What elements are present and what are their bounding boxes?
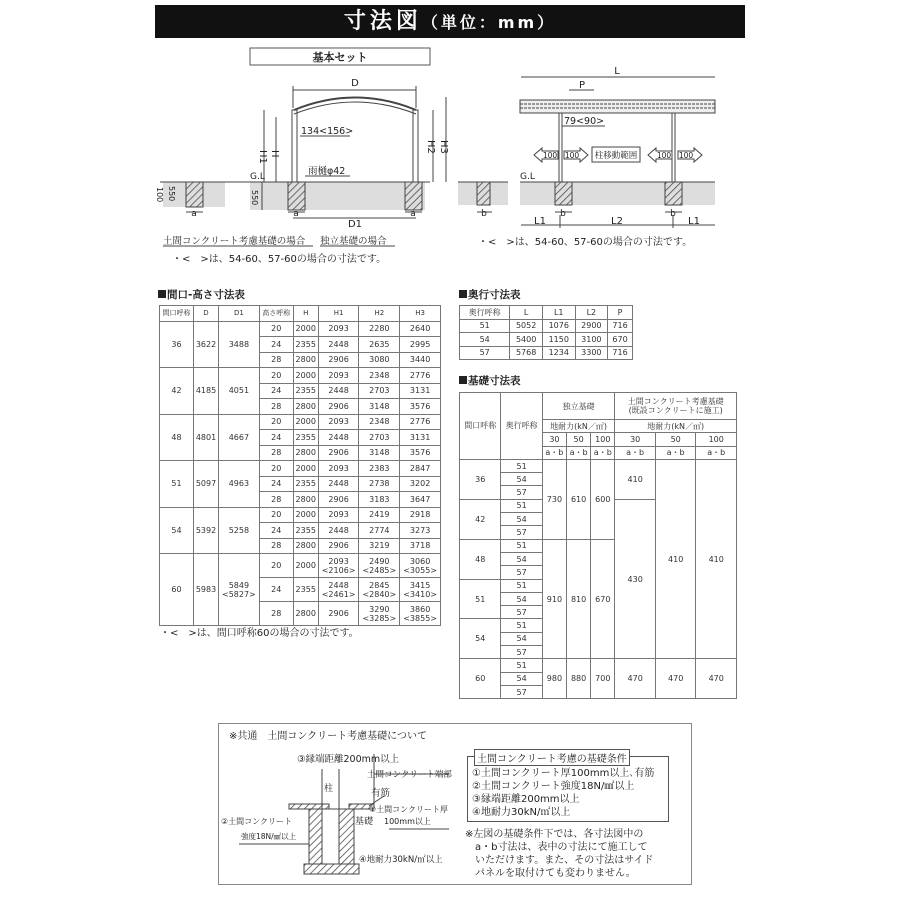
depth-code-cell: 54 bbox=[501, 632, 542, 645]
value-cell: 24 bbox=[259, 578, 293, 602]
depth-code-cell: 54 bbox=[501, 552, 542, 565]
value-cell: 57 bbox=[460, 346, 510, 360]
value-cell: 716 bbox=[608, 319, 633, 333]
value-cell: 2635 bbox=[359, 337, 400, 353]
table-row bbox=[460, 346, 633, 360]
value-cell: 3300 bbox=[575, 346, 608, 360]
value-cell: 51 bbox=[460, 319, 510, 333]
value-cell: 2093 bbox=[318, 507, 359, 523]
condition-item: ③縁端距離200mm以上 bbox=[472, 794, 580, 805]
value-cell: 810 bbox=[567, 539, 591, 659]
D1-cell: 5258 bbox=[219, 507, 260, 554]
bottom-heading: ※共通 土間コンクリート考慮基礎について bbox=[229, 731, 427, 742]
table-row bbox=[160, 554, 441, 578]
column-header: L2 bbox=[575, 306, 608, 320]
column-header-concrete: 土間コンクリート考慮基礎 (既設コンクリートに施工) bbox=[615, 393, 737, 420]
depth-code-cell: 51 bbox=[501, 499, 542, 512]
width-code-cell: 54 bbox=[460, 619, 501, 659]
value-cell: 2918 bbox=[400, 507, 441, 523]
depth-code-cell: 51 bbox=[501, 619, 542, 632]
table-row bbox=[160, 321, 441, 337]
value-cell: 3219 bbox=[359, 538, 400, 554]
dim-L1: L1 bbox=[534, 216, 546, 227]
value-cell: 5768 bbox=[510, 346, 543, 360]
value-cell: 1150 bbox=[542, 333, 575, 347]
value-cell: 3576 bbox=[400, 399, 441, 415]
D-cell: 5097 bbox=[193, 461, 218, 508]
value-cell: 670 bbox=[591, 539, 615, 659]
value-cell: 410 bbox=[696, 459, 737, 658]
value-cell: 2776 bbox=[400, 414, 441, 430]
table-row bbox=[160, 368, 441, 384]
ab-header: a・b bbox=[696, 446, 737, 459]
value-cell: 20 bbox=[259, 461, 293, 477]
depth-code-cell: 57 bbox=[501, 566, 542, 579]
value-cell: 600 bbox=[591, 459, 615, 539]
depth-code-cell: 57 bbox=[501, 646, 542, 659]
column-header: D1 bbox=[219, 306, 260, 322]
depth-code-cell: 51 bbox=[501, 539, 542, 552]
value-cell: 28 bbox=[259, 399, 293, 415]
value-cell: 2383 bbox=[359, 461, 400, 477]
caption-independent: 独立基礎の場合 bbox=[320, 236, 387, 247]
value-cell: 2355 bbox=[293, 523, 318, 539]
load-header: 50 bbox=[655, 433, 696, 446]
gl-label: G.L bbox=[250, 172, 265, 182]
dim-D1: D1 bbox=[347, 219, 363, 230]
slab-end-label: 土間コンクリート端部 bbox=[367, 770, 452, 780]
table-row bbox=[460, 333, 633, 347]
value-cell: 2774 bbox=[359, 523, 400, 539]
value-cell: 54 bbox=[460, 333, 510, 347]
D1-cell: 3488 bbox=[219, 321, 260, 368]
column-header: L bbox=[510, 306, 543, 320]
basic-set-label: 基本セット bbox=[312, 51, 368, 64]
value-cell: 430 bbox=[615, 499, 656, 659]
width-code-cell: 42 bbox=[160, 368, 194, 415]
table-row bbox=[160, 461, 441, 477]
condition-item: ②土間コンクリート強度18N/㎟以上 bbox=[472, 781, 635, 792]
value-cell: 2845 <2840> bbox=[359, 578, 400, 602]
value-cell: 2800 bbox=[293, 352, 318, 368]
bearing-label: ④地耐力30kN/㎡以上 bbox=[359, 855, 443, 865]
value-cell: 2906 bbox=[318, 352, 359, 368]
value-cell: 2000 bbox=[293, 414, 318, 430]
table-row bbox=[460, 319, 633, 333]
value-cell: 3080 bbox=[359, 352, 400, 368]
depth-table bbox=[459, 305, 633, 360]
value-cell: 3183 bbox=[359, 492, 400, 508]
value-cell: 670 bbox=[608, 333, 633, 347]
value-cell: 716 bbox=[608, 346, 633, 360]
depth-code-cell: 51 bbox=[501, 459, 542, 472]
value-cell: 20 bbox=[259, 321, 293, 337]
table-row bbox=[160, 306, 441, 322]
condition-item: ①土間コンクリート厚100mm以上､有筋 bbox=[472, 768, 655, 779]
value-cell: 5052 bbox=[510, 319, 543, 333]
value-cell: 2800 bbox=[293, 445, 318, 461]
value-cell: 2906 bbox=[318, 492, 359, 508]
conditions-list bbox=[472, 767, 654, 819]
value-cell: 2000 bbox=[293, 554, 318, 578]
D-cell: 5983 bbox=[193, 554, 218, 626]
value-cell: 20 bbox=[259, 554, 293, 578]
load-header: 30 bbox=[615, 433, 656, 446]
value-cell: 2280 bbox=[359, 321, 400, 337]
dim-H3: H3 bbox=[438, 140, 449, 154]
dim-P: P bbox=[578, 80, 586, 91]
foundation-table bbox=[459, 392, 737, 699]
table-row bbox=[460, 459, 737, 472]
value-cell: 2355 bbox=[293, 383, 318, 399]
value-cell: 2448 bbox=[318, 383, 359, 399]
value-cell: 2000 bbox=[293, 368, 318, 384]
dim-L1: L1 bbox=[688, 216, 700, 227]
width-code-cell: 54 bbox=[160, 507, 194, 554]
value-cell: 2906 bbox=[318, 602, 359, 626]
value-cell: 2355 bbox=[293, 430, 318, 446]
thickness-value: 100mm以上 bbox=[384, 817, 431, 826]
column-header: 奥行呼称 bbox=[501, 393, 542, 460]
value-cell: 2640 bbox=[400, 321, 441, 337]
value-cell: 24 bbox=[259, 337, 293, 353]
bearing-header: 地耐力(kN／㎡) bbox=[615, 420, 737, 433]
table-row bbox=[460, 659, 737, 672]
small-100: 100 bbox=[155, 187, 164, 203]
value-cell: 20 bbox=[259, 414, 293, 430]
value-cell: 2355 bbox=[293, 337, 318, 353]
depth-code-cell: 51 bbox=[501, 579, 542, 592]
small-550: 550 bbox=[167, 186, 176, 202]
depth-code-cell: 54 bbox=[501, 672, 542, 685]
value-cell: 2738 bbox=[359, 476, 400, 492]
column-header: 高さ呼称 bbox=[259, 306, 293, 322]
basic-set-diagram bbox=[160, 48, 446, 246]
value-cell: 2348 bbox=[359, 414, 400, 430]
value-cell: 410 bbox=[615, 459, 656, 499]
ab-header: a・b bbox=[542, 446, 566, 459]
value-cell: 28 bbox=[259, 538, 293, 554]
depth-code-cell: 51 bbox=[501, 659, 542, 672]
column-header: H1 bbox=[318, 306, 359, 322]
dim-H1: H1 bbox=[257, 150, 268, 164]
value-cell: 730 bbox=[542, 459, 566, 539]
load-header: 50 bbox=[567, 433, 591, 446]
column-header: H bbox=[293, 306, 318, 322]
table-row bbox=[160, 507, 441, 523]
value-cell: 1076 bbox=[542, 319, 575, 333]
value-cell: 24 bbox=[259, 523, 293, 539]
value-cell: 2800 bbox=[293, 492, 318, 508]
D1-cell: 4667 bbox=[219, 414, 260, 461]
column-header: D bbox=[193, 306, 218, 322]
D1-cell: 4051 bbox=[219, 368, 260, 415]
left-note: ・< >は、54-60、57-60の場合の寸法です。 bbox=[172, 254, 387, 265]
value-cell: 2995 bbox=[400, 337, 441, 353]
rebar-label: 有筋 bbox=[371, 788, 391, 799]
foundation-table-title: 基礎寸法表 bbox=[459, 373, 521, 388]
conditions-box bbox=[467, 756, 669, 822]
dim-L2: L2 bbox=[611, 216, 623, 227]
dim-H: H bbox=[269, 150, 280, 158]
value-cell: 2490 <2485> bbox=[359, 554, 400, 578]
pillar-label: 柱 bbox=[324, 784, 334, 794]
value-cell: 610 bbox=[567, 459, 591, 539]
value-cell: 2000 bbox=[293, 461, 318, 477]
value-cell: 3273 bbox=[400, 523, 441, 539]
depth-code-cell: 57 bbox=[501, 526, 542, 539]
value-cell: 2000 bbox=[293, 321, 318, 337]
value-cell: 3647 bbox=[400, 492, 441, 508]
width-code-cell: 48 bbox=[460, 539, 501, 579]
width-code-cell: 36 bbox=[460, 459, 501, 499]
post-range-label: 柱移動範囲 bbox=[594, 151, 638, 161]
value-cell: 3718 bbox=[400, 538, 441, 554]
value-cell: 24 bbox=[259, 430, 293, 446]
dimension-diagrams bbox=[0, 0, 900, 270]
D1-cell: 5849 <5827> bbox=[219, 554, 260, 626]
value-cell: 2776 bbox=[400, 368, 441, 384]
value-cell: 3290 <3285> bbox=[359, 602, 400, 626]
column-header: 間口呼称 bbox=[460, 393, 501, 460]
column-header-independent: 独立基礎 bbox=[542, 393, 615, 420]
value-cell: 24 bbox=[259, 476, 293, 492]
conditions-title: 土間コンクリート考慮の基礎条件 bbox=[474, 749, 630, 766]
width-code-cell: 42 bbox=[460, 499, 501, 539]
column-header: L1 bbox=[542, 306, 575, 320]
column-header: P bbox=[608, 306, 633, 320]
edge-distance: ③縁端距離200mm以上 bbox=[297, 754, 400, 765]
table-row bbox=[460, 393, 737, 420]
depth-table-title: 奥行寸法表 bbox=[459, 287, 521, 302]
ab-header: a・b bbox=[615, 446, 656, 459]
value-cell: 3131 bbox=[400, 383, 441, 399]
value-cell: 24 bbox=[259, 383, 293, 399]
value-cell: 2906 bbox=[318, 445, 359, 461]
value-cell: 28 bbox=[259, 352, 293, 368]
page-title: 寸法図 bbox=[343, 9, 422, 34]
column-header: H2 bbox=[359, 306, 400, 322]
load-header: 100 bbox=[696, 433, 737, 446]
load-header: 100 bbox=[591, 433, 615, 446]
load-header: 30 bbox=[542, 433, 566, 446]
dim-L: L bbox=[614, 66, 620, 77]
value-cell: 410 bbox=[655, 459, 696, 658]
depth-code-cell: 57 bbox=[501, 606, 542, 619]
value-cell: 3100 bbox=[575, 333, 608, 347]
value-cell: 980 bbox=[542, 659, 566, 699]
value-cell: 2355 bbox=[293, 476, 318, 492]
value-cell: 2448 <2461> bbox=[318, 578, 359, 602]
value-cell: 2448 bbox=[318, 476, 359, 492]
value-cell: 2703 bbox=[359, 383, 400, 399]
value-cell: 2448 bbox=[318, 523, 359, 539]
depth-code-cell: 54 bbox=[501, 592, 542, 605]
width-code-cell: 60 bbox=[160, 554, 194, 626]
dim-b: b bbox=[670, 209, 676, 219]
value-cell: 3440 bbox=[400, 352, 441, 368]
value-cell: 2900 bbox=[575, 319, 608, 333]
foundation-label: 基礎 bbox=[355, 817, 374, 827]
value-cell: 3576 bbox=[400, 445, 441, 461]
width-code-cell: 60 bbox=[460, 659, 501, 699]
gutter-label: 雨樋φ42 bbox=[308, 166, 346, 177]
value-cell: 28 bbox=[259, 602, 293, 626]
value-cell: 2800 bbox=[293, 399, 318, 415]
width-code-cell: 51 bbox=[160, 461, 194, 508]
dim-H2: H2 bbox=[425, 140, 436, 154]
value-cell: 880 bbox=[567, 659, 591, 699]
value-cell: 28 bbox=[259, 445, 293, 461]
value-cell: 3202 bbox=[400, 476, 441, 492]
value-cell: 3415 <3410> bbox=[400, 578, 441, 602]
ab-header: a・b bbox=[655, 446, 696, 459]
dim-D: D bbox=[351, 78, 359, 89]
unit-label: （単位：mm） bbox=[421, 13, 557, 32]
D-cell: 4801 bbox=[193, 414, 218, 461]
width-code-cell: 36 bbox=[160, 321, 194, 368]
value-cell: 3131 bbox=[400, 430, 441, 446]
value-cell: 2093 <2106> bbox=[318, 554, 359, 578]
width-height-table bbox=[159, 305, 441, 626]
D-cell: 3622 bbox=[193, 321, 218, 368]
dim-a: a bbox=[410, 209, 416, 219]
thickness-label: ①土間コンクリート厚 bbox=[369, 805, 449, 814]
dim-a: a bbox=[191, 209, 197, 219]
value-cell: 470 bbox=[696, 659, 737, 699]
value-cell: 5400 bbox=[510, 333, 543, 347]
value-cell: 2906 bbox=[318, 538, 359, 554]
arrow-100: 100 bbox=[656, 151, 672, 160]
value-cell: 470 bbox=[655, 659, 696, 699]
concrete-foundation-box bbox=[218, 723, 692, 885]
value-cell: 3148 bbox=[359, 445, 400, 461]
remark-text: ※左図の基礎条件下では、各寸法図中の a・b寸法は、表中の寸法にて施工して いただけます。また、その寸法はサイド パネルを取付けても変わりません。 bbox=[465, 829, 654, 879]
right-note: ・< >は、54-60、57-60の場合の寸法です。 bbox=[478, 237, 693, 248]
value-cell: 2093 bbox=[318, 321, 359, 337]
gutter-offset: 134<156> bbox=[301, 126, 354, 137]
strength-label: ②土間コンクリート bbox=[221, 817, 293, 826]
arrow-100: 100 bbox=[564, 151, 580, 160]
table-row bbox=[460, 306, 633, 320]
main-table-title: 間口-高さ寸法表 bbox=[158, 287, 245, 302]
width-code-cell: 51 bbox=[460, 579, 501, 619]
value-cell: 1234 bbox=[542, 346, 575, 360]
gl-label: G.L bbox=[520, 172, 535, 182]
caption-concrete: 土間コンクリート考慮基礎の場合 bbox=[163, 236, 306, 247]
dim-b: b bbox=[481, 209, 487, 219]
post-offset: 79<90> bbox=[564, 116, 605, 127]
value-cell: 2419 bbox=[359, 507, 400, 523]
value-cell: 20 bbox=[259, 368, 293, 384]
value-cell: 2906 bbox=[318, 399, 359, 415]
value-cell: 2093 bbox=[318, 368, 359, 384]
value-cell: 3860 <3855> bbox=[400, 602, 441, 626]
value-cell: 2093 bbox=[318, 461, 359, 477]
value-cell: 910 bbox=[542, 539, 566, 659]
value-cell: 3148 bbox=[359, 399, 400, 415]
depth-diagram bbox=[458, 77, 715, 228]
column-header: 間口呼称 bbox=[160, 306, 194, 322]
depth-code-cell: 57 bbox=[501, 685, 542, 698]
table-row bbox=[160, 414, 441, 430]
value-cell: 2703 bbox=[359, 430, 400, 446]
value-cell: 2847 bbox=[400, 461, 441, 477]
D-cell: 5392 bbox=[193, 507, 218, 554]
main-table-note: ・< >は、間口呼称60の場合の寸法です。 bbox=[160, 628, 359, 639]
depth-code-cell: 57 bbox=[501, 486, 542, 499]
value-cell: 2348 bbox=[359, 368, 400, 384]
value-cell: 700 bbox=[591, 659, 615, 699]
width-code-cell: 48 bbox=[160, 414, 194, 461]
depth-code-cell: 54 bbox=[501, 473, 542, 486]
column-header: H3 bbox=[400, 306, 441, 322]
value-cell: 2093 bbox=[318, 414, 359, 430]
dim-a: a bbox=[293, 209, 299, 219]
depth-550: 550 bbox=[250, 190, 259, 206]
value-cell: 2800 bbox=[293, 538, 318, 554]
bearing-header: 地耐力(kN／㎡) bbox=[542, 420, 615, 433]
ab-header: a・b bbox=[567, 446, 591, 459]
value-cell: 28 bbox=[259, 492, 293, 508]
value-cell: 20 bbox=[259, 507, 293, 523]
strength-value: 強度18N/㎟以上 bbox=[241, 832, 297, 841]
value-cell: 3060 <3055> bbox=[400, 554, 441, 578]
value-cell: 2800 bbox=[293, 602, 318, 626]
dim-b: b bbox=[560, 209, 566, 219]
arrow-100: 100 bbox=[542, 151, 558, 160]
D-cell: 4185 bbox=[193, 368, 218, 415]
depth-code-cell: 54 bbox=[501, 513, 542, 526]
column-header: 奥行呼称 bbox=[460, 306, 510, 320]
value-cell: 470 bbox=[615, 659, 656, 699]
D1-cell: 4963 bbox=[219, 461, 260, 508]
value-cell: 2448 bbox=[318, 430, 359, 446]
condition-item: ④地耐力30kN/㎡以上 bbox=[472, 807, 571, 818]
value-cell: 2355 bbox=[293, 578, 318, 602]
arrow-100: 100 bbox=[678, 151, 694, 160]
ab-header: a・b bbox=[591, 446, 615, 459]
value-cell: 2000 bbox=[293, 507, 318, 523]
value-cell: 2448 bbox=[318, 337, 359, 353]
